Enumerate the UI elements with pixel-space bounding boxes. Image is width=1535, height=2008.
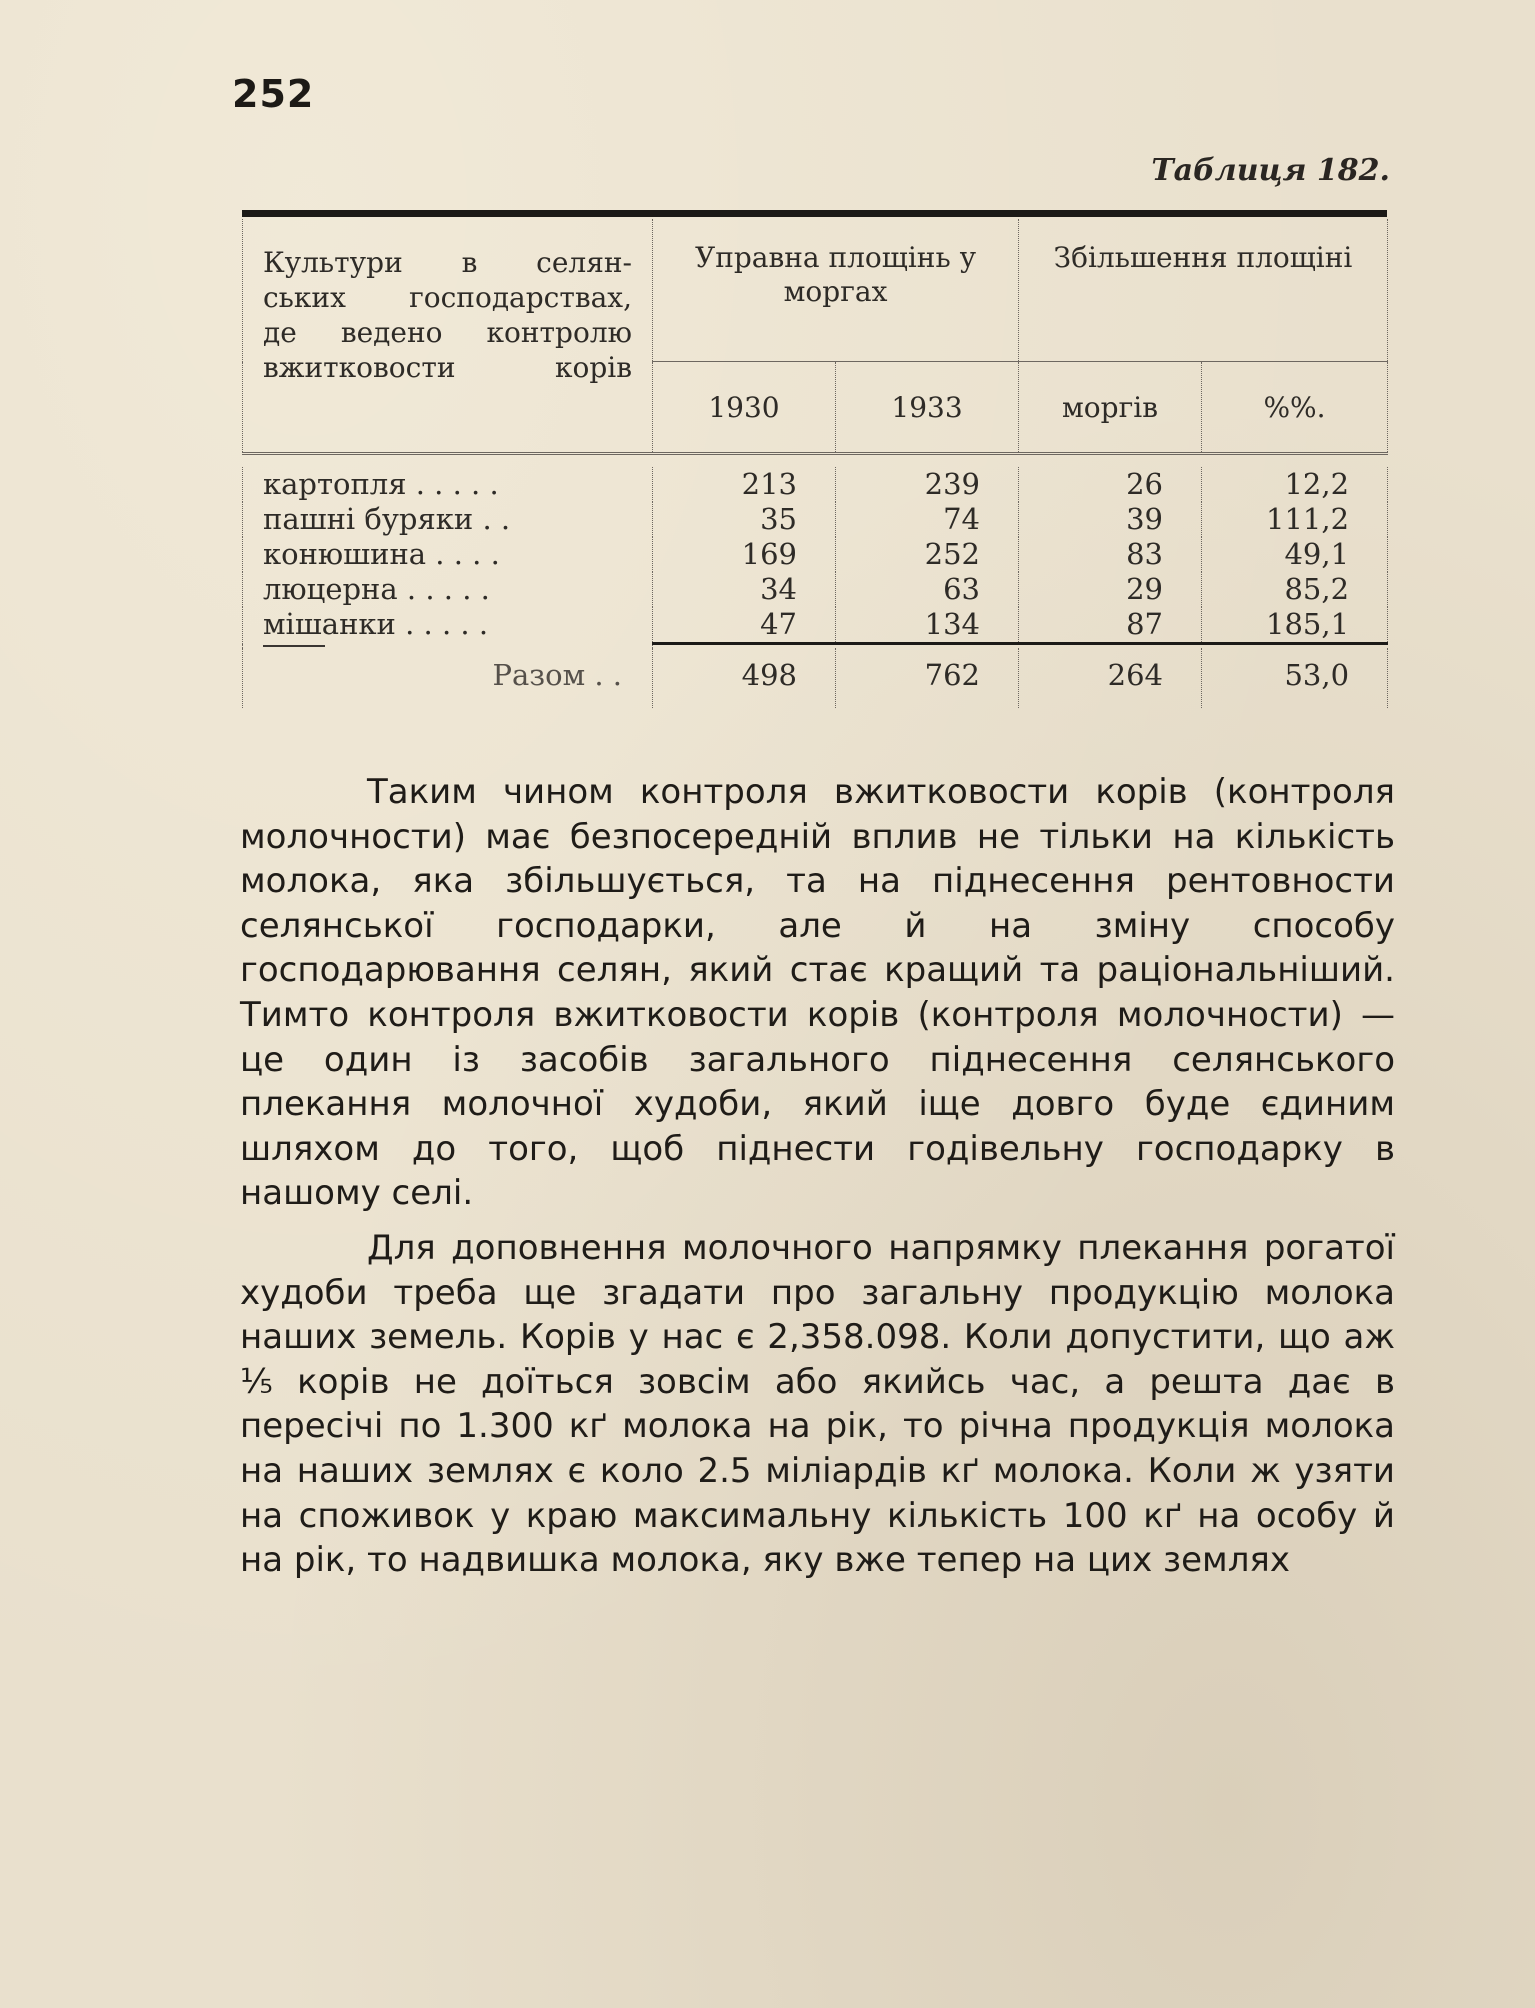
total-1930: 498 bbox=[653, 648, 836, 708]
body-text bbox=[240, 770, 1395, 1593]
value-1930: 169 bbox=[653, 537, 836, 572]
total-label: Разом . . bbox=[243, 648, 653, 708]
total-percent: 53,0 bbox=[1202, 648, 1388, 708]
table-caption: Таблиця 182. bbox=[1151, 153, 1390, 188]
subheader-1930: 1930 bbox=[653, 362, 836, 454]
total-row bbox=[243, 648, 1388, 708]
paragraph: Таким чином контроля вжитковости корів (контроля молочности) має безпосередній вплив не тільки на кількість молока, яка збільшується, та на піднесення рентовности селянської господарки, але й на зміну способу господарювання селян, який стає кращий та раціональніший. Тимто контроля вжитковости корів (контроля молочности) — це один із засобів загального піднесення селянського плекання молочної худоби, який іще довго буде єдиним шляхом до того, щоб піднести годівельну господарку в нашому селі. bbox=[240, 772, 1395, 1214]
subheader-percent: %%. bbox=[1202, 362, 1388, 454]
value-morgs: 87 bbox=[1019, 607, 1202, 644]
value-1930: 47 bbox=[653, 607, 836, 644]
table-row bbox=[243, 607, 1388, 644]
table-row bbox=[243, 502, 1388, 537]
value-percent: 49,1 bbox=[1202, 537, 1388, 572]
value-morgs: 29 bbox=[1019, 572, 1202, 607]
table-row bbox=[243, 467, 1388, 502]
value-percent: 111,2 bbox=[1202, 502, 1388, 537]
paragraph: Для доповнення молочного напрямку плекання рогатої худоби треба ще згадати про загальну продукцію молока наших земель. Корів у нас є 2,358.098. Коли допустити, що аж ⅕ корів не доїться зовсім або якийсь час, а решта дає в пересічі по 1.300 кґ молока на рік, то річна продукція молока на наших землях є коло 2.5 міліардів кґ молока. Коли ж узяти на споживок у краю максимальну кількість 100 кґ на особу й на рік, то надвишка молока, яку вже тепер на цих землях bbox=[240, 1227, 1395, 1581]
value-morgs: 83 bbox=[1019, 537, 1202, 572]
total-morgs: 264 bbox=[1019, 648, 1202, 708]
value-percent: 85,2 bbox=[1202, 572, 1388, 607]
culture-header-line: ських господарствах, bbox=[263, 281, 632, 314]
subheader-morgs: моргів bbox=[1019, 362, 1202, 454]
header-separator bbox=[243, 454, 1388, 468]
table-row bbox=[243, 537, 1388, 572]
area-group-header: Управна площінь у моргах bbox=[653, 219, 1019, 362]
value-1930: 35 bbox=[653, 502, 836, 537]
culture-column-header bbox=[243, 219, 653, 454]
value-1930: 213 bbox=[653, 467, 836, 502]
value-morgs: 26 bbox=[1019, 467, 1202, 502]
subheader-1933: 1933 bbox=[836, 362, 1019, 454]
value-1933: 74 bbox=[836, 502, 1019, 537]
increase-group-header: Збільшення площіні bbox=[1019, 219, 1388, 362]
crop-name: мішанки . . . . . bbox=[243, 607, 653, 644]
culture-header-line: Культури в селян- bbox=[263, 246, 632, 279]
crop-name: пашні буряки . . bbox=[243, 502, 653, 537]
total-1933: 762 bbox=[836, 648, 1019, 708]
value-1933: 239 bbox=[836, 467, 1019, 502]
culture-header-line: де ведено контролю bbox=[263, 316, 632, 349]
table-top-rule bbox=[242, 210, 1387, 217]
value-1933: 134 bbox=[836, 607, 1019, 644]
value-percent: 185,1 bbox=[1202, 607, 1388, 644]
crop-name: картопля . . . . . bbox=[243, 467, 653, 502]
value-1930: 34 bbox=[653, 572, 836, 607]
crop-name: конюшина . . . . bbox=[243, 537, 653, 572]
value-percent: 12,2 bbox=[1202, 467, 1388, 502]
table-row bbox=[243, 572, 1388, 607]
page-number: 252 bbox=[232, 72, 315, 116]
value-1933: 63 bbox=[836, 572, 1019, 607]
statistics-table bbox=[242, 210, 1387, 708]
value-morgs: 39 bbox=[1019, 502, 1202, 537]
value-1933: 252 bbox=[836, 537, 1019, 572]
crop-name: люцерна . . . . . bbox=[243, 572, 653, 607]
culture-header-line: вжитковости корів bbox=[263, 351, 632, 384]
